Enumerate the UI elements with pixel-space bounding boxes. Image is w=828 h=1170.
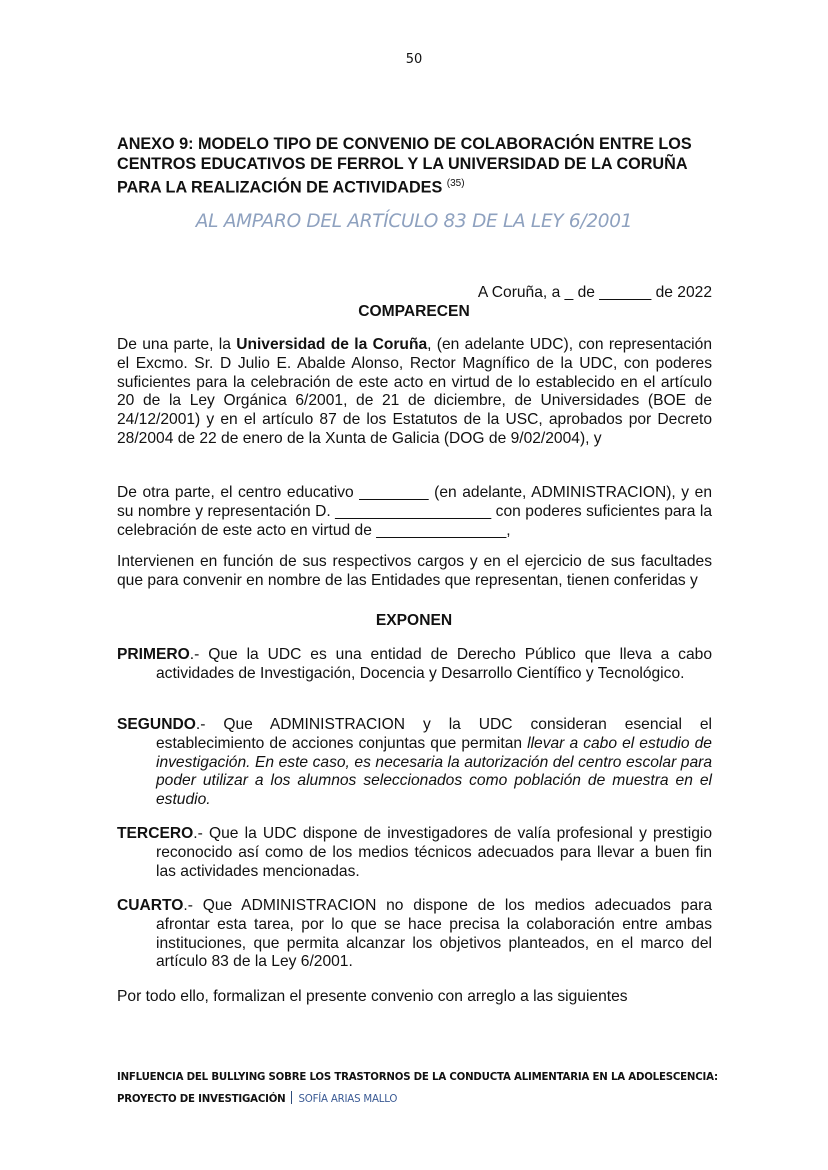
clause-text: .- Que ADMINISTRACION no dispone de los medios adecuados para afrontar esta tarea, por lo que se hace precisa la colaboración entre ambas instituciones, que permita alcanzar los objetivos planteados, en el marco del artículo 83 de la Ley 6/2001. xyxy=(156,897,712,971)
closing-paragraph: Por todo ello, formalizan el presente convenio con arreglo a las siguientes xyxy=(117,988,628,1005)
clause-cuarto xyxy=(117,897,712,972)
footer-project: PROYECTO DE INVESTIGACIÓN xyxy=(117,1094,286,1105)
footer-title: INFLUENCIA DEL BULLYING SOBRE LOS TRASTORNOS DE LA CONDUCTA ALIMENTARIA EN LA ADOLESCENCIA: xyxy=(117,1072,718,1083)
footer-subtitle xyxy=(117,1091,397,1105)
paragraph-udc xyxy=(117,336,712,449)
paragraph-intervienen: Intervienen en función de sus respectivos cargos y en el ejercicio de sus facultades que para convenir en nombre de las Entidades que representan, tienen conferidas y xyxy=(117,553,712,589)
paragraph-administracion: De otra parte, el centro educativo ________ (en adelante, ADMINISTRACION), y en su nombre y representación D. __________________ con poderes suficientes para la celebración de este acto en virtud de _______________, xyxy=(117,484,712,539)
clause-italic-text: llevar a cabo el estudio de investigación. En este caso, es necesaria la autorización del centro escolar para poder utilizar a los alumnos seleccionados como población de muestra en el estudio. xyxy=(156,734,712,809)
subtitle: AL AMPARO DEL ARTÍCULO 83 DE LA LEY 6/2001 xyxy=(195,211,633,232)
text: De una parte, la xyxy=(117,336,237,353)
clause-label: TERCERO xyxy=(117,825,194,842)
clause-tercero xyxy=(117,825,712,881)
clause-label: CUARTO xyxy=(117,897,184,914)
clause-primero xyxy=(117,646,712,684)
text: , (en adelante UDC), con representación el Excmo. Sr. D Julio E. Abalde Alonso, Rector Magnífico de la UDC, con poderes suficientes para la celebración de este acto en virtud de lo establecido en el artículo 20 de la Ley Orgánica 6/2001, de 21 de diciembre, de Universidades (BOE de 24/12/2001) y en el artículo 87 de los Estatutos de la USC, aprobados por Decreto 28/2004 de 22 de enero de la Xunta de Galicia (DOG de 9/02/2004), y xyxy=(117,336,712,447)
title-text: ANEXO 9: MODELO TIPO DE CONVENIO DE COLABORACIÓN ENTRE LOS CENTROS EDUCATIVOS DE FERROL Y LA UNIVERSIDAD DE LA CORUÑA PARA LA REALIZACIÓN DE ACTIVIDADES xyxy=(117,135,692,197)
footer-author: SOFÍA ARIAS MALLO xyxy=(298,1094,398,1105)
clause-text: .- Que la UDC dispone de investigadores de valía profesional y prestigio reconocido así como de los medios técnicos adecuados para llevar a buen fin las actividades mencionadas. xyxy=(156,825,712,880)
exponen-heading: EXPONEN xyxy=(375,612,453,629)
clause-text: .- Que la UDC es una entidad de Derecho Público que lleva a cabo actividades de Investigación, Docencia y Desarrollo Científico y Tecnológico. xyxy=(156,646,712,682)
comparecen-heading: COMPARECEN xyxy=(358,303,470,320)
date-line: A Coruña, a _ de ______ de 2022 xyxy=(477,284,712,301)
clause-label: SEGUNDO xyxy=(117,716,196,733)
page-number: 50 xyxy=(405,52,423,67)
university-name: Universidad de la Coruña xyxy=(236,336,428,353)
footer-divider xyxy=(291,1091,292,1104)
annex-title xyxy=(117,134,717,197)
clause-text: .- Que ADMINISTRACION y la UDC consideran esencial el establecimiento de acciones conjuntas que permitan xyxy=(156,716,712,752)
title-reference: (35) xyxy=(446,178,465,189)
clause-segundo xyxy=(117,716,712,810)
clause-label: PRIMERO xyxy=(117,646,190,663)
